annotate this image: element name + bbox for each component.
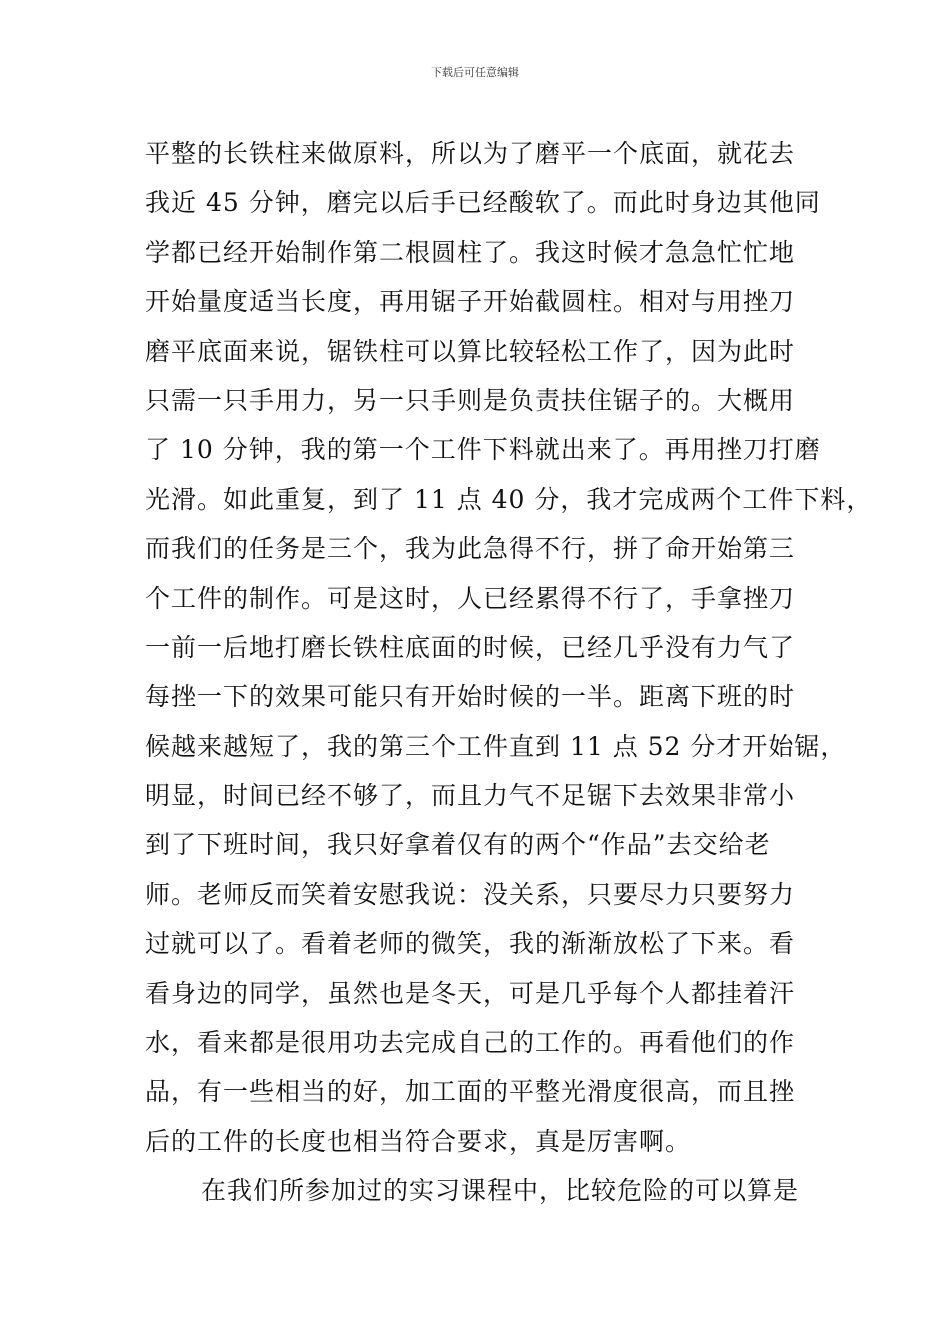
page-header-note: 下载后可任意编辑 [431, 66, 519, 79]
text-line: 光滑。如此重复，到了 11 点 40 分，我才完成两个工件下料， [145, 484, 873, 514]
text-line: 每挫一下的效果可能只有开始时候的一半。距离下班的时 [145, 682, 796, 712]
text-line: 到了下班时间，我只好拿着仅有的两个“作品”去交给老 [145, 830, 771, 860]
text-line: 候越来越短了，我的第三个工件直到 11 点 52 分才开始锯， [145, 731, 847, 761]
text-line: 品，有一些相当的好，加工面的平整光滑度很高，而且挫 [145, 1077, 796, 1107]
text-line: 个工件的制作。可是这时，人已经累得不行了，手拿挫刀 [145, 583, 796, 613]
text-line: 而我们的任务是三个，我为此急得不行，拼了命开始第三 [145, 534, 796, 564]
text-line: 师。老师反而笑着安慰我说：没关系，只要尽力只要努力 [145, 879, 796, 909]
text-line: 磨平底面来说，锯铁柱可以算比较轻松工作了，因为此时 [145, 336, 796, 366]
text-line: 过就可以了。看着老师的微笑，我的渐渐放松了下来。看 [145, 929, 796, 959]
text-line: 了 10 分钟，我的第一个工件下料就出来了。再用挫刀打磨 [145, 435, 821, 465]
paragraph-start-line: 在我们所参加过的实习课程中，比较危险的可以算是 [201, 1176, 800, 1206]
text-line: 一前一后地打磨长铁柱底面的时候，已经几乎没有力气了 [145, 632, 796, 662]
text-line: 我近 45 分钟，磨完以后手已经酸软了。而此时身边其他同 [145, 188, 821, 218]
text-line: 开始量度适当长度，再用锯子开始截圆柱。相对与用挫刀 [145, 287, 796, 317]
text-line: 学都已经开始制作第二根圆柱了。我这时候才急急忙忙地 [145, 237, 796, 267]
text-line: 明显，时间已经不够了，而且力气不足锯下去效果非常小 [145, 781, 796, 811]
text-line: 水，看来都是很用功去完成自己的工作的。再看他们的作 [145, 1028, 796, 1058]
text-line: 平整的长铁柱来做原料，所以为了磨平一个底面，就花去 [145, 139, 796, 168]
text-line: 后的工件的长度也相当符合要求，真是厉害啊。 [145, 1126, 692, 1156]
text-line: 看身边的同学，虽然也是冬天，可是几乎每个人都挂着汗 [145, 978, 796, 1008]
text-line: 只需一只手用力，另一只手则是负责扶住锯子的。大概用 [145, 385, 796, 415]
document-body [145, 129, 873, 1216]
